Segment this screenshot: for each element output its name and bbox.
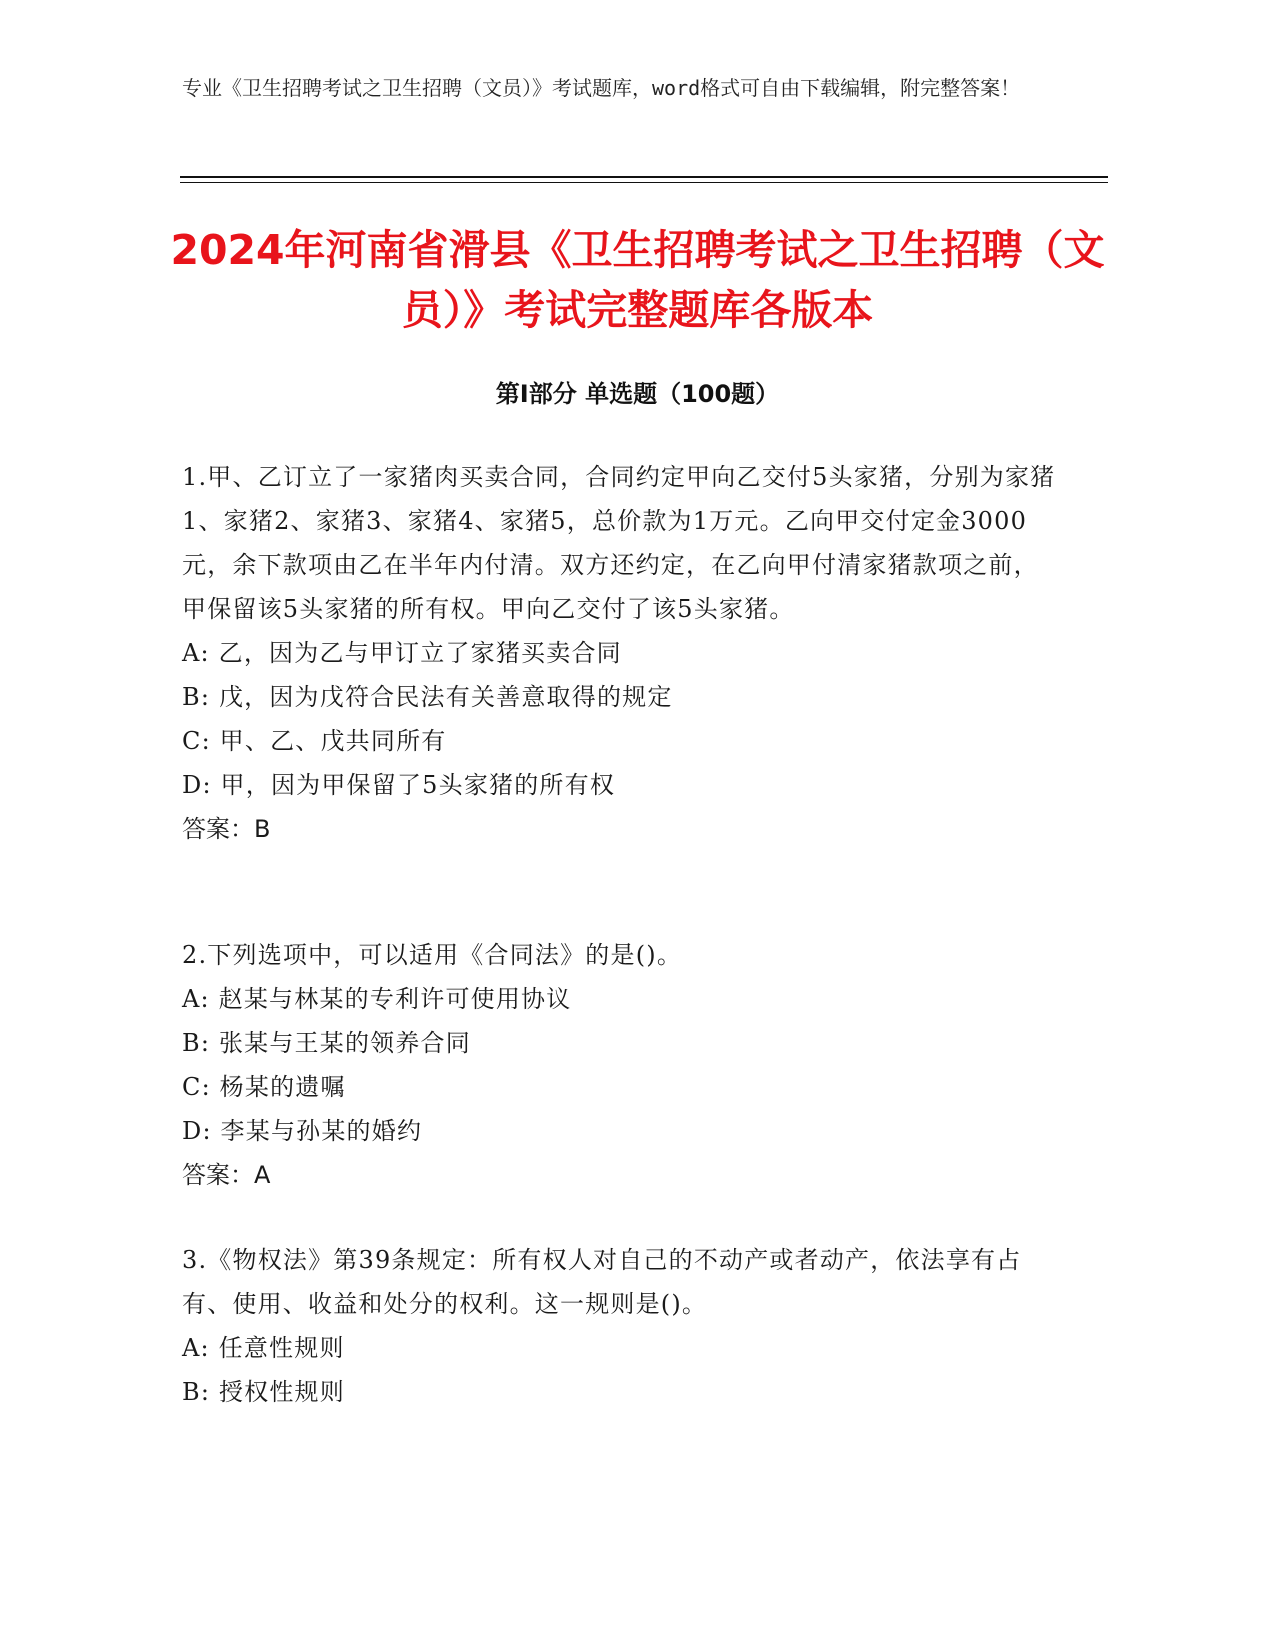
option-b: B: 张某与王某的领养合同 — [182, 1029, 471, 1057]
question-stem: 2.下列选项中，可以适用《合同法》的是()。 — [182, 941, 683, 969]
option-a: A: 任意性规则 — [182, 1334, 345, 1362]
option-c: C: 杨某的遗嘱 — [182, 1073, 346, 1101]
option-a: A: 赵某与林某的专利许可使用协议 — [182, 985, 572, 1013]
option-a: A: 乙，因为乙与甲订立了家猪买卖合同 — [182, 639, 622, 667]
option-d: D: 李某与孙某的婚约 — [182, 1117, 423, 1145]
header-note: 专业《卫生招聘考试之卫生招聘（文员）》考试题库，word格式可自由下载编辑，附完整答案！ — [182, 76, 1021, 100]
header-divider-thin — [180, 182, 1108, 183]
option-b: B: 戊，因为戊符合民法有关善意取得的规定 — [182, 683, 673, 711]
header-divider-thick — [180, 176, 1108, 178]
question-2 — [182, 933, 1062, 1197]
option-d: D: 甲，因为甲保留了5头家猪的所有权 — [182, 771, 616, 799]
question-stem: 3.《物权法》第39条规定：所有权人对自己的不动产或者动产，依法享有占有、使用、收益和处分的权利。这一规则是()。 — [182, 1246, 1022, 1318]
question-3 — [182, 1238, 1062, 1414]
question-stem: 1.甲、乙订立了一家猪肉买卖合同，合同约定甲向乙交付5头家猪，分别为家猪1、家猪2、家猪3、家猪4、家猪5，总价款为1万元。乙向甲交付定金3000元，余下款项由乙在半年内付清。双方还约定，在乙向甲付清家猪款项之前，甲保留该5头家猪的所有权。甲向乙交付了该5头家猪。 — [182, 463, 1056, 623]
document-title: 2024年河南省滑县《卫生招聘考试之卫生招聘（文员）》考试完整题库各版本 — [170, 226, 1105, 334]
section-title: 第I部分 单选题（100题） — [495, 380, 780, 408]
answer-label: 答案：A — [182, 1161, 271, 1189]
option-b: B: 授权性规则 — [182, 1378, 345, 1406]
option-c: C: 甲、乙、戊共同所有 — [182, 727, 447, 755]
question-1 — [182, 455, 1062, 851]
answer-label: 答案：B — [182, 815, 271, 843]
